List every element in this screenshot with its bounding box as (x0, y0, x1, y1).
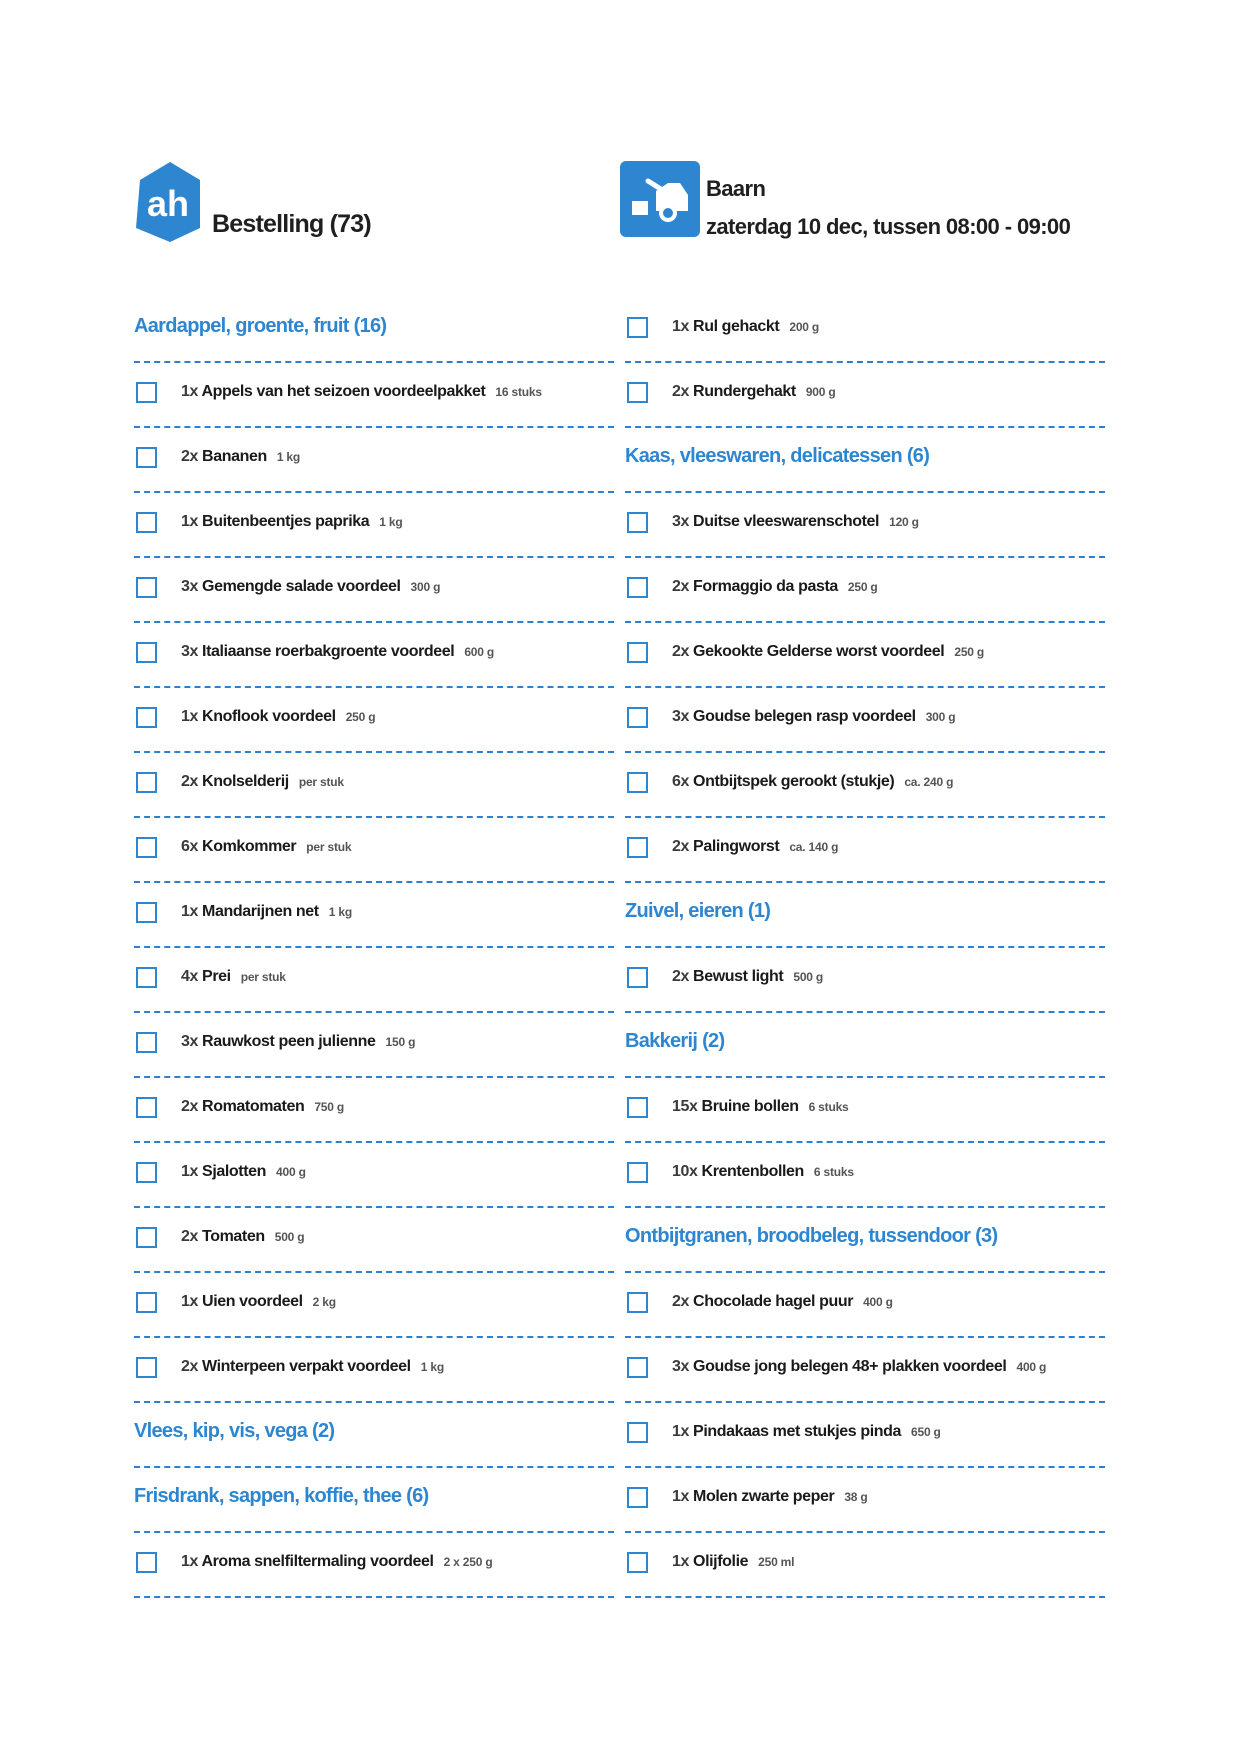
grocery-item (134, 623, 614, 688)
item-quantity: 6x (672, 773, 689, 790)
item-text (181, 1228, 304, 1246)
category-label: Frisdrank, sappen, koffie, thee (6) (134, 1485, 429, 1507)
item-quantity: 3x (672, 513, 689, 530)
item-checkbox[interactable] (136, 1552, 157, 1573)
item-quantity: 1x (181, 383, 198, 400)
grocery-item (134, 1013, 614, 1078)
category-label: Bakkerij (2) (625, 1030, 725, 1052)
item-checkbox[interactable] (627, 967, 648, 988)
item-quantity: 2x (672, 838, 689, 855)
item-text (181, 578, 440, 596)
grocery-item (134, 1208, 614, 1273)
logo-text: ah (146, 183, 190, 224)
item-name: Bewust light (693, 968, 784, 985)
item-size: ca. 140 g (789, 840, 839, 854)
item-checkbox[interactable] (627, 1357, 648, 1378)
grocery-item (625, 1533, 1105, 1598)
item-quantity: 2x (181, 1228, 198, 1245)
category-label: Zuivel, eieren (1) (625, 900, 771, 922)
item-name: Komkommer (202, 838, 297, 855)
item-checkbox[interactable] (136, 1292, 157, 1313)
item-name: Chocolade hagel puur (693, 1293, 854, 1310)
category-header (134, 298, 614, 363)
order-header (130, 158, 590, 258)
item-quantity: 2x (181, 773, 198, 790)
item-name: Gekookte Gelderse worst voordeel (693, 643, 945, 660)
grocery-item (625, 688, 1105, 753)
category-header (625, 1013, 1105, 1078)
grocery-item (625, 363, 1105, 428)
item-checkbox[interactable] (627, 1552, 648, 1573)
item-checkbox[interactable] (136, 512, 157, 533)
item-quantity: 3x (672, 1358, 689, 1375)
item-text (672, 383, 836, 401)
item-text (181, 643, 494, 661)
item-size: per stuk (298, 775, 344, 789)
item-name: Appels van het seizoen voordeelpakket (201, 383, 486, 400)
item-quantity: 3x (181, 643, 198, 660)
item-quantity: 2x (181, 448, 198, 465)
order-title: Bestelling (73) (212, 210, 371, 238)
item-size: 1 kg (379, 515, 403, 529)
item-quantity: 1x (181, 1553, 198, 1570)
item-size: 600 g (464, 645, 495, 659)
item-quantity: 3x (181, 1033, 198, 1050)
item-checkbox[interactable] (627, 382, 648, 403)
category-label: Aardappel, groente, fruit (16) (134, 315, 387, 337)
grocery-item (625, 623, 1105, 688)
item-size: 300 g (410, 580, 441, 594)
albert-heijn-logo-icon (130, 158, 206, 244)
item-size: 1 kg (276, 450, 301, 464)
item-name: Romatomaten (202, 1098, 305, 1115)
item-name: Ontbijtspek gerookt (stukje) (693, 773, 895, 790)
item-text (672, 1293, 893, 1311)
grocery-item (134, 1143, 614, 1208)
grocery-item (134, 1533, 614, 1598)
item-checkbox[interactable] (627, 1422, 648, 1443)
grocery-item (625, 948, 1105, 1013)
item-text (672, 773, 953, 791)
item-size: 900 g (805, 385, 836, 399)
item-text (181, 513, 403, 531)
item-checkbox[interactable] (627, 772, 648, 793)
item-text (181, 708, 375, 726)
item-name: Bruine bollen (701, 1098, 799, 1115)
item-name: Gemengde salade voordeel (202, 578, 401, 595)
item-name: Palingworst (693, 838, 780, 855)
item-name: Bananen (202, 448, 267, 465)
item-size: 500 g (274, 1230, 305, 1244)
grocery-item (625, 1143, 1105, 1208)
item-name: Goudse jong belegen 48+ plakken voordeel (693, 1358, 1007, 1375)
item-size: 250 g (345, 710, 376, 724)
item-size: 650 g (911, 1425, 941, 1439)
item-name: Italiaanse roerbakgroente voordeel (202, 643, 455, 660)
item-text (672, 1423, 941, 1441)
item-size: per stuk (240, 970, 286, 984)
category-label: Kaas, vleeswaren, delicatessen (6) (625, 445, 930, 467)
item-quantity: 2x (672, 1293, 689, 1310)
right-column (625, 298, 1105, 1598)
item-text (672, 838, 838, 856)
item-text (181, 773, 344, 791)
item-checkbox[interactable] (136, 967, 157, 988)
item-text (672, 1163, 854, 1181)
item-name: Aroma snelfiltermaling voordeel (201, 1553, 434, 1570)
item-name: Rundergehakt (693, 383, 796, 400)
item-name: Tomaten (202, 1228, 265, 1245)
delivery-truck-icon (620, 161, 700, 237)
item-text (672, 1098, 849, 1116)
item-checkbox[interactable] (136, 447, 157, 468)
grocery-item (625, 1403, 1105, 1468)
item-text (672, 1553, 794, 1571)
item-size: 250 g (954, 645, 985, 659)
item-size: 1 kg (420, 1360, 444, 1374)
item-checkbox[interactable] (627, 577, 648, 598)
item-checkbox[interactable] (627, 1162, 648, 1183)
item-quantity: 1x (181, 708, 198, 725)
item-size: 2 x 250 g (443, 1555, 493, 1569)
item-checkbox[interactable] (627, 1487, 648, 1508)
item-size: 2 kg (312, 1295, 336, 1309)
item-name: Knolselderij (202, 773, 289, 790)
delivery-time-slot: zaterdag 10 dec, tussen 08:00 - 09:00 (706, 214, 1071, 239)
item-size: per stuk (306, 840, 352, 854)
item-size: 200 g (789, 320, 820, 334)
item-checkbox[interactable] (136, 1227, 157, 1248)
item-text (181, 383, 542, 401)
item-size: 38 g (844, 1490, 868, 1504)
item-quantity: 1x (672, 1553, 689, 1570)
item-quantity: 10x (672, 1163, 698, 1180)
category-header (134, 1403, 614, 1468)
item-name: Buitenbeentjes paprika (202, 513, 370, 530)
item-text (181, 838, 351, 856)
delivery-header (620, 158, 1140, 258)
item-name: Uien voordeel (202, 1293, 303, 1310)
item-quantity: 1x (181, 513, 198, 530)
item-size: 400 g (1016, 1360, 1047, 1374)
item-checkbox[interactable] (627, 837, 648, 858)
item-name: Molen zwarte peper (693, 1488, 835, 1505)
category-header (625, 428, 1105, 493)
item-quantity: 1x (181, 1163, 198, 1180)
item-size: 500 g (793, 970, 824, 984)
item-name: Prei (202, 968, 231, 985)
item-quantity: 15x (672, 1098, 698, 1115)
grocery-item (625, 1273, 1105, 1338)
item-text (181, 968, 286, 986)
category-header (625, 1208, 1105, 1273)
item-checkbox[interactable] (136, 1162, 157, 1183)
item-quantity: 1x (181, 1293, 198, 1310)
category-label: Ontbijtgranen, broodbeleg, tussendoor (3) (625, 1225, 998, 1247)
grocery-item (134, 558, 614, 623)
item-text (181, 903, 352, 921)
item-quantity: 6x (181, 838, 198, 855)
category-header (625, 883, 1105, 948)
grocery-item (625, 1338, 1105, 1403)
grocery-item (134, 948, 614, 1013)
grocery-item (134, 493, 614, 558)
item-name: Olijfolie (693, 1553, 749, 1570)
item-name: Sjalotten (202, 1163, 267, 1180)
item-checkbox[interactable] (627, 1292, 648, 1313)
grocery-item (134, 818, 614, 883)
item-checkbox[interactable] (627, 642, 648, 663)
item-quantity: 1x (672, 318, 689, 335)
item-size: 150 g (385, 1035, 416, 1049)
item-quantity: 3x (181, 578, 198, 595)
item-quantity: 1x (672, 1423, 689, 1440)
item-quantity: 1x (672, 1488, 689, 1505)
item-size: 750 g (314, 1100, 345, 1114)
item-size: 1 kg (328, 905, 352, 919)
item-text (181, 1033, 415, 1051)
item-text (672, 708, 955, 726)
grocery-item (134, 753, 614, 818)
item-name: Mandarijnen net (202, 903, 319, 920)
item-text (672, 1488, 868, 1506)
item-size: 400 g (276, 1165, 306, 1179)
grocery-item (625, 298, 1105, 363)
item-text (672, 578, 878, 596)
item-checkbox[interactable] (627, 512, 648, 533)
item-text (181, 1163, 306, 1181)
item-text (181, 1553, 492, 1571)
item-text (181, 1098, 344, 1116)
item-checkbox[interactable] (136, 772, 157, 793)
item-checkbox[interactable] (627, 707, 648, 728)
item-quantity: 2x (672, 968, 689, 985)
item-checkbox[interactable] (627, 317, 648, 338)
category-label: Vlees, kip, vis, vega (2) (134, 1420, 335, 1442)
item-size: ca. 240 g (904, 775, 954, 789)
item-size: 6 stuks (808, 1100, 849, 1114)
item-text (672, 968, 823, 986)
item-quantity: 3x (672, 708, 689, 725)
grocery-item (134, 1273, 614, 1338)
item-size: 6 stuks (813, 1165, 854, 1179)
grocery-item (134, 1078, 614, 1143)
grocery-item (625, 1078, 1105, 1143)
grocery-item (134, 1338, 614, 1403)
item-name: Formaggio da pasta (693, 578, 838, 595)
item-checkbox[interactable] (136, 1357, 157, 1378)
delivery-city: Baarn (706, 176, 766, 201)
item-text (672, 513, 919, 531)
item-size: 16 stuks (495, 385, 542, 399)
item-text (672, 1358, 1046, 1376)
grocery-item (625, 818, 1105, 883)
grocery-item (625, 558, 1105, 623)
item-quantity: 1x (181, 903, 198, 920)
item-name: Duitse vleeswarenschotel (693, 513, 880, 530)
item-checkbox[interactable] (136, 902, 157, 923)
grocery-item (625, 493, 1105, 558)
item-name: Winterpeen verpakt voordeel (202, 1358, 411, 1375)
item-name: Rul gehackt (693, 318, 780, 335)
item-checkbox[interactable] (136, 1032, 157, 1053)
item-checkbox[interactable] (136, 382, 157, 403)
item-size: 400 g (863, 1295, 893, 1309)
item-name: Rauwkost peen julienne (202, 1033, 376, 1050)
item-name: Goudse belegen rasp voordeel (693, 708, 916, 725)
item-name: Krentenbollen (701, 1163, 804, 1180)
item-quantity: 2x (672, 643, 689, 660)
item-checkbox[interactable] (136, 837, 157, 858)
item-text (181, 1293, 336, 1311)
grocery-item (625, 753, 1105, 818)
item-name: Knoflook voordeel (202, 708, 336, 725)
item-quantity: 2x (181, 1098, 198, 1115)
item-checkbox[interactable] (136, 642, 157, 663)
item-checkbox[interactable] (627, 1097, 648, 1118)
item-size: 300 g (925, 710, 956, 724)
category-header (134, 1468, 614, 1533)
grocery-item (134, 363, 614, 428)
item-name: Pindakaas met stukjes pinda (693, 1423, 901, 1440)
item-text (181, 1358, 444, 1376)
item-quantity: 2x (672, 383, 689, 400)
item-size: 120 g (889, 515, 919, 529)
grocery-item (134, 428, 614, 493)
left-column (134, 298, 614, 1598)
item-text (181, 448, 300, 466)
item-quantity: 2x (672, 578, 689, 595)
item-text (672, 318, 819, 336)
item-checkbox[interactable] (136, 707, 157, 728)
grocery-item (134, 688, 614, 753)
grocery-item (134, 883, 614, 948)
item-checkbox[interactable] (136, 1097, 157, 1118)
item-size: 250 g (847, 580, 878, 594)
item-size: 250 ml (758, 1555, 795, 1569)
item-text (672, 643, 984, 661)
item-quantity: 2x (181, 1358, 198, 1375)
item-quantity: 4x (181, 968, 198, 985)
grocery-item (625, 1468, 1105, 1533)
item-checkbox[interactable] (136, 577, 157, 598)
